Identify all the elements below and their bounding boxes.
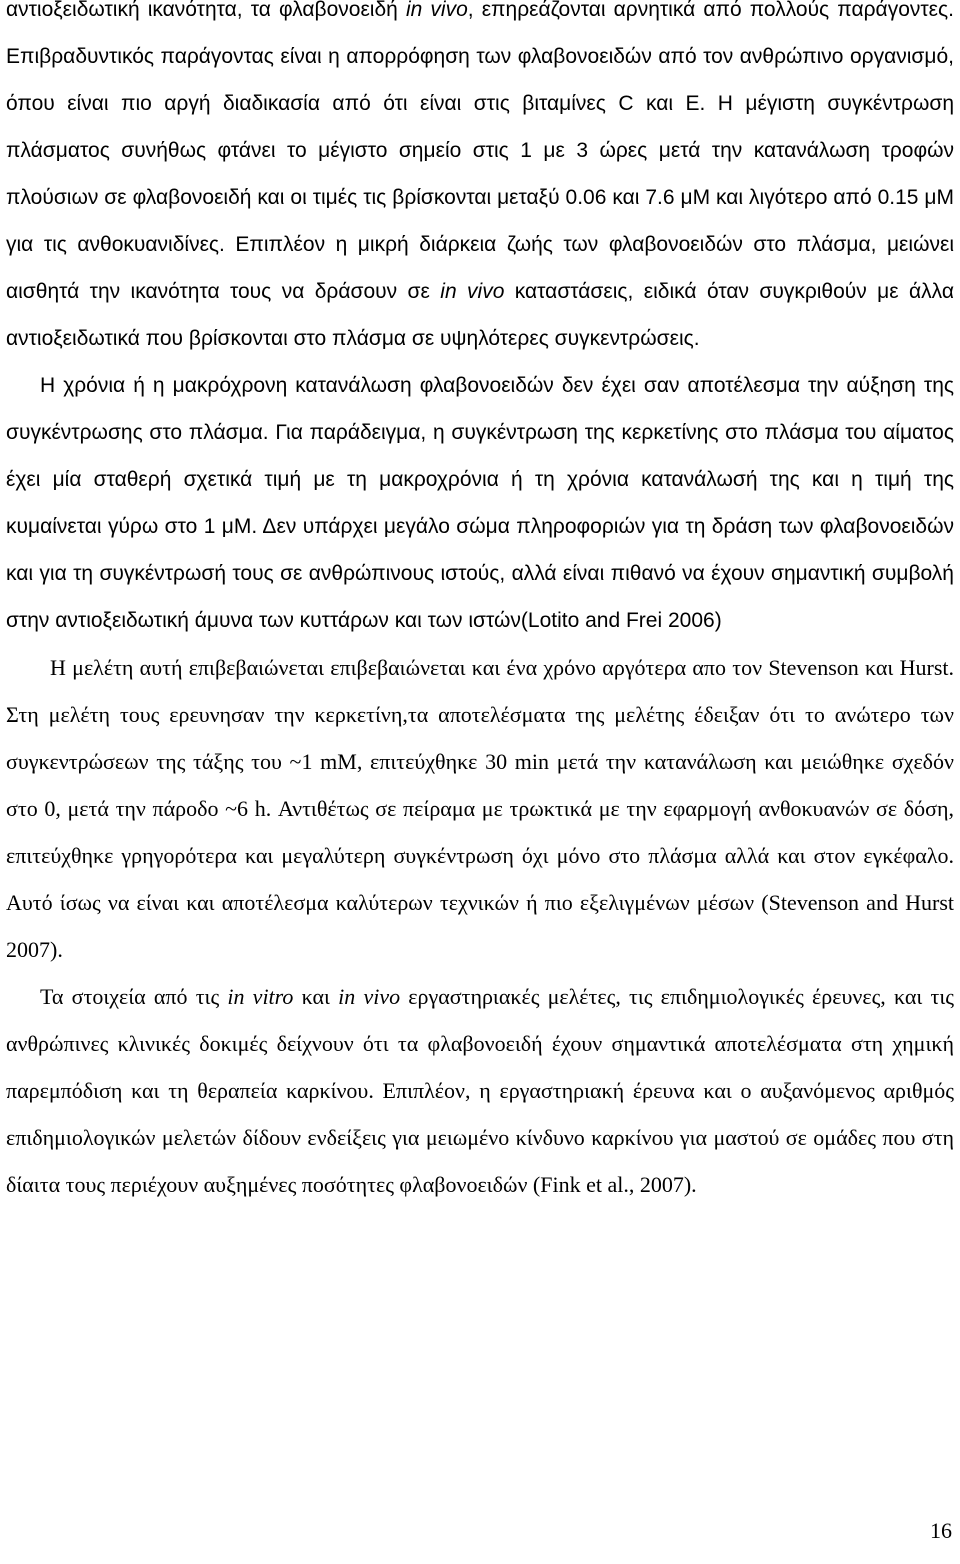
paragraph-chronic-consumption: Η χρόνια ή η μακρόχρονη κατανάλωση φλαβονοειδών δεν έχει σαν αποτέλεσμα την αύξηση της συγκέντρωσης στο πλάσμα. Για παράδειγμα, η συγκέντρωση της κερκετίνης στο πλάσμα του αίματος έχει μία σταθερή σχετικά τιμή με τη μακροχρόνια ή τη χρόνια κατανάλωσή της και η τιμή της κυμαίνεται γύρω στο 1 μΜ. Δεν υπάρχει μεγάλο σώμα πληροφοριών για τη δράση των φλαβονοειδών και για τη συγκέντρωσή τους σε ανθρώπινους ιστούς, αλλά είναι πιθανό να έχουν σημαντική συμβολή στην αντιοξειδωτική άμυνα των κυττάρων και των ιστών(Lotito and Frei 2006): [6, 374, 954, 632]
paragraph-cancer-evidence: [6, 973, 954, 1208]
text-run: αντιοξειδωτική ικανότητα, τα φλαβονοειδή: [6, 0, 406, 21]
paragraph-absorption: [6, 0, 954, 362]
text-run: Τα στοιχεία από τις: [40, 984, 228, 1009]
paragraph-stevenson-hurst: Η μελέτη αυτή επιβεβαιώνεται επιβεβαιώνεται και ένα χρόνο αργότερα απο τον Stevenson και Hurst. Στη μελέτη τους ερευνησαν την κερκετίνη,τα αποτελέσματα της μελέτης έδειξαν ότι το ανώτερο των συγκεντρώσεων της τάξης του ~1 mM, επιτεύχθηκε 30 min μετά την κατανάλωση και μειώθηκε σχεδόν στο 0, μετά την πάροδο ~6 h. Αντιθέτως σε πείραμα με τρωκτικά με την εφαρμογή ανθοκυανών σε δόση, επιτεύχθηκε γρηγορότερα και μεγαλύτερη συγκέντρωση όχι μόνο στο πλάσμα αλλά και στον εγκέφαλο. Αυτό ίσως να είναι και αποτέλεσμα καλύτερων τεχνικών ή πιο εξελιγμένων μέσων (Stevenson and Hurst 2007).: [6, 655, 954, 962]
italic-term: in vitro: [227, 984, 294, 1009]
italic-term: in vivo: [338, 984, 401, 1009]
italic-term: in vivo: [440, 280, 505, 303]
text-run: εργαστηριακές μελέτες, τις επιδημιολογικές έρευνες, και τις ανθρώπινες κλινικές δοκιμές δείχνουν ότι τα φλαβονοειδή έχουν σημαντικά αποτελέσματα στη χημική παρεμπόδιση και τη θεραπεία καρκίνου. Επιπλέον, η εργαστηριακή έρευνα και ο αυξανόμενος αριθμός επιδημιολογικών μελετών δίδουν ενδείξεις για μειωμένο κίνδυνο καρκίνου για μαστού σε ομάδες που στη δίαιτα τους περιέχουν αυξημένες ποσότητες φλαβονοειδών (Fink et al., 2007).: [6, 984, 954, 1197]
page-number: 16: [930, 1518, 952, 1543]
text-run: , επηρεάζονται αρνητικά από πολλούς παράγοντες. Επιβραδυντικός παράγοντας είναι η απορρόφηση των φλαβονοειδών από τον ανθρώπινο οργανισμό, όπου είναι πιο αργή διαδικασία από ότι είναι στις βιταμίνες C και E. Η μέγιστη συγκέντρωση πλάσματος συνήθως φτάνει το μέγιστο σημείο στις 1 με 3 ώρες μετά την κατανάλωση τροφών πλούσιων σε φλαβονοειδή και οι τιμές τις βρίσκονται μεταξύ 0.06 και 7.6 μΜ και λιγότερο από 0.15 μΜ για τις ανθοκυανιδίνες. Επιπλέον η μικρή διάρκεια ζωής των φλαβονοειδών στο πλάσμα, μειώνει αισθητά την ικανότητα τους να δράσουν σε: [6, 0, 954, 303]
italic-term: in vivo: [405, 0, 468, 21]
text-run: και: [293, 984, 339, 1009]
text-run: καταστάσεις, ειδικά όταν συγκριθούν με άλλα αντιοξειδωτικά που βρίσκονται στο πλάσμα σε υψηλότερες συγκεντρώσεις.: [6, 280, 955, 350]
